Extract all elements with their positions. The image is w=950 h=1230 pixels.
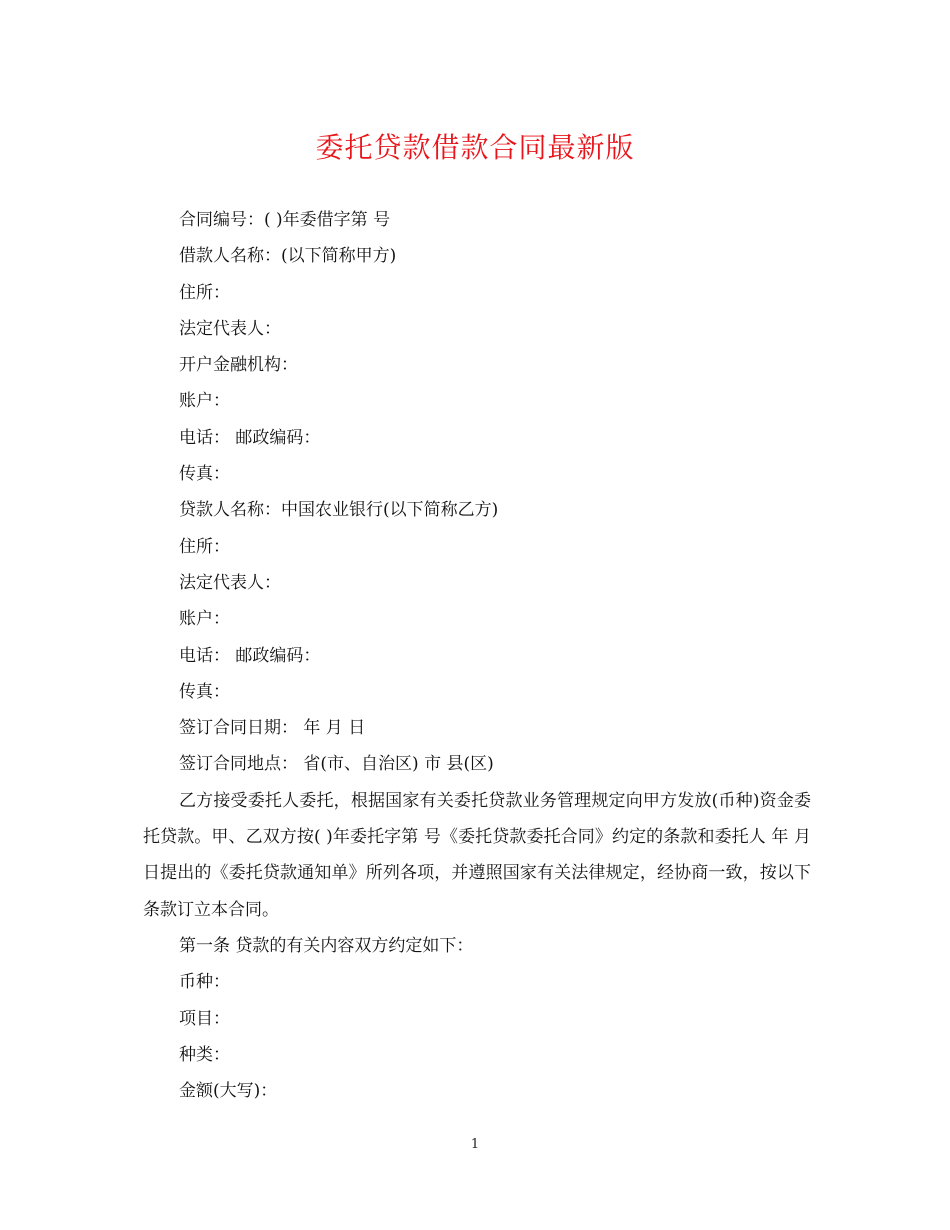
lender-phone-line: 电话： 邮政编码： [179,645,321,666]
lender-legal-rep-line: 法定代表人： [179,572,281,593]
project-line: 项目： [179,1008,230,1029]
preamble-paragraph: 乙方接受委托人委托，根据国家有关委托贷款业务管理规定向甲方发放(币种)资金委托贷款。甲、乙双方按( )年委托字第 号《委托贷款委托合同》约定的条款和委托人 年 月 日提出的《委托贷款通知单》所列各项，并遵照国家有关法律规定，经协商一致，按以下条款订立本合同。 [143,790,811,920]
borrower-legal-rep-line: 法定代表人： [179,318,281,339]
amount-line: 金额(大写)： [179,1081,278,1102]
document-body [143,202,811,1109]
lender-fax-line: 传真： [179,681,230,702]
contract-number-line: 合同编号：( )年委借字第 号 [179,210,391,230]
borrower-bank-line: 开户金融机构： [179,355,298,376]
document-title: 委托贷款借款合同最新版 [315,131,635,164]
page-number: 1 [470,1137,480,1152]
lender-account-line: 账户： [179,609,230,630]
type-line: 种类： [179,1044,230,1065]
borrower-account-line: 账户： [179,391,230,412]
borrower-phone-line: 电话： 邮政编码： [179,427,321,448]
article-one-heading: 第一条 贷款的有关内容双方约定如下： [179,935,474,956]
borrower-name-line: 借款人名称：(以下简称甲方) [179,246,397,267]
lender-name-line: 贷款人名称：中国农业银行(以下简称乙方) [179,500,499,521]
borrower-fax-line: 传真： [179,464,230,485]
signing-date-line: 签订合同日期： 年 月 日 [179,718,366,739]
signing-place-line: 签订合同地点： 省(市、自治区) 市 县(区) [179,754,494,775]
lender-address-line: 住所： [179,536,230,557]
currency-line: 币种： [179,972,230,993]
borrower-address-line: 住所： [179,282,230,303]
